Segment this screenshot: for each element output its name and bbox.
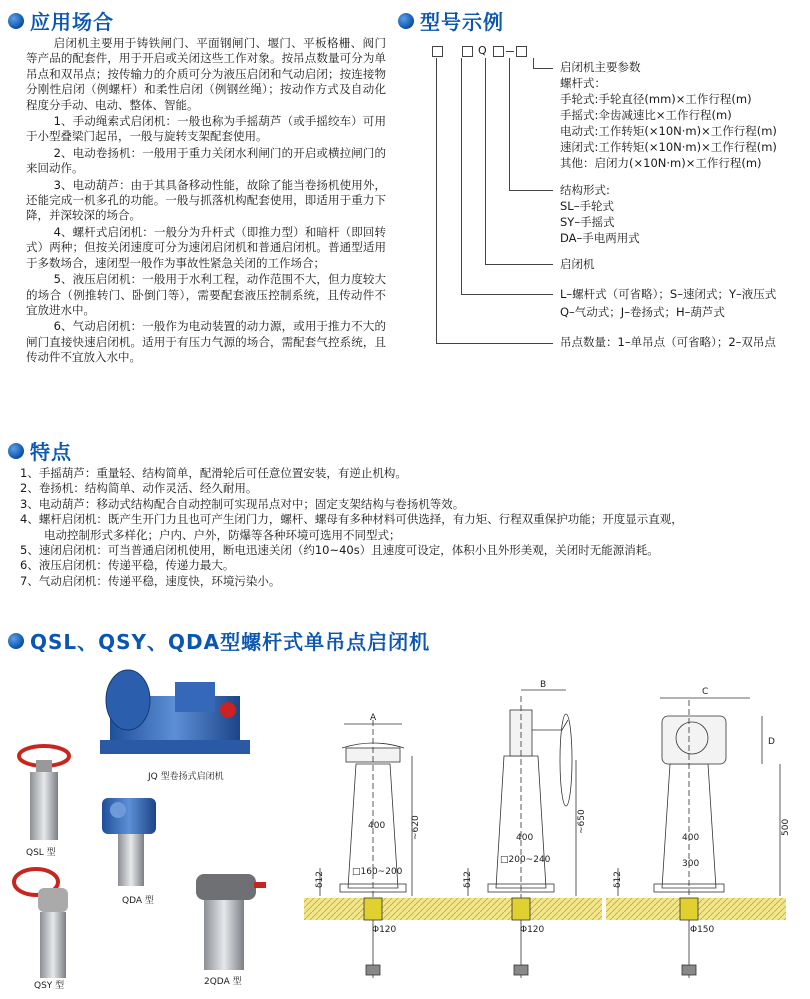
features-list <box>20 466 800 589</box>
section-title: QSL、QSY、QDA型螺杆式单吊点启闭机 <box>30 630 431 654</box>
qsl-caption: QSL 型 <box>26 848 56 858</box>
model-code-diagram <box>426 36 806 356</box>
bullet-dot-icon <box>8 633 24 649</box>
usage-paragraph: 4、螺杆式启闭机：一般分为升杆式（即推力型）和暗杆（即回转式）两种；但按关闭速度可分为速闭启闭机和普通启闭机。普通型适用于多数场合，速闭型一般作为事故性紧急关闭的工作场合； <box>26 224 386 270</box>
machine-label: 启闭机 <box>560 257 595 271</box>
screw-title: 螺杆式： <box>560 76 606 90</box>
leader-line <box>485 264 553 265</box>
feature-item: 3、电动葫芦：移动式结构配合自动控制可实现吊点对中；固定支架结构与卷扬机等效。 <box>20 496 465 511</box>
qda-caption: QDA 型 <box>122 896 154 906</box>
struct-title: 结构形式: <box>560 183 610 197</box>
dim-flange: □160~200 <box>352 867 403 877</box>
section-product-heading <box>8 626 430 655</box>
type-line: Q–气动式；J–卷扬式；H–葫芦式 <box>560 305 725 319</box>
leader-line <box>436 58 437 344</box>
2qda-photo <box>196 874 266 970</box>
feature-item: 2、卷扬机：结构简单、动作灵活、经久耐用。 <box>20 481 258 496</box>
struct-item: SL–手轮式 <box>560 199 614 213</box>
usage-paragraph: 5、液压启闭机：一般用于水利工程，动作范围不大，但力度较大的场合（例推转门、卧倒门等），需要配套液压控制系统，且传动件不宜放进水中。 <box>26 272 386 317</box>
dim-height: ~650 <box>577 809 587 834</box>
param-item: 速闭式:工作转矩(×10N·m)×工作行程(m) <box>560 140 777 154</box>
leader-line <box>461 294 553 295</box>
code-box <box>516 46 527 57</box>
bullet-dot-icon <box>8 443 24 459</box>
qsy-photo <box>14 869 68 978</box>
dim-base: 400 <box>682 833 700 843</box>
param-item: 电动式:工作转矩(×10N·m)×工作行程(m) <box>560 124 777 138</box>
feature-item: 7、气动启闭机：传递平稳，速度快，环境污染小。 <box>20 573 281 588</box>
usage-paragraph: 3、电动葫芦：由于其具备移动性能，故除了能当卷扬机使用外，还能完成一机多孔的功能。一般与抓落机构配套使用，即适用于重力下降，并深较深的场合。 <box>26 177 386 223</box>
section-features-heading <box>8 436 72 465</box>
product-photos <box>0 660 300 999</box>
dim-c: C <box>702 687 709 697</box>
usage-paragraph: 启闭机主要用于铸铁闸门、平面钢闸门、堰门、平板格栅、阀门等产品的配套件，用于开启或关闭这些工作对象。按吊点数量可分为单吊点和双吊点；按传输力的介质可分为液压启闭和气动启闭；按连接物分刚性启闭（例螺杆）和柔性启闭（例钢丝绳）；按动作方式及自动化程度分手动、电动、整体、智能。 <box>26 36 386 112</box>
param-item: 手轮式:手轮直径(mm)×工作行程(m) <box>560 92 752 106</box>
dim-height: ~620 <box>411 815 421 840</box>
section-title: 应用场合 <box>30 10 114 34</box>
dim-base: 400 <box>516 833 534 843</box>
bullet-dot-icon <box>8 13 24 29</box>
code-dash <box>506 51 514 52</box>
bullet-dot-icon <box>398 13 414 29</box>
leader-line <box>533 68 553 69</box>
feature-item: 1、手摇葫芦：重量轻、结构简单，配滑轮后可任意位置安装，有逆止机构。 <box>20 466 407 480</box>
feature-item: 5、速闭启闭机：可当普通启闭机使用，断电迅速关闭（约10~40s）且速度可设定，体积小且外形美观，关闭时无能源消耗。 <box>20 543 659 558</box>
dim-b: B <box>540 680 547 690</box>
technical-drawings <box>300 660 810 999</box>
dim-thickness: δ12 <box>315 871 325 888</box>
section-usage-heading <box>8 6 114 35</box>
section-title: 型号示例 <box>420 10 504 34</box>
jq-caption: JQ 型卷扬式启闭机 <box>148 772 224 782</box>
dim-diameter: Φ120 <box>520 925 545 935</box>
dim-flange: 300 <box>682 859 700 869</box>
dim-flange: □200~240 <box>500 855 551 865</box>
dim-height: 500 <box>781 818 791 836</box>
param-item: 其他：启闭力(×10N·m)×工作行程(m) <box>560 156 762 170</box>
leader-line <box>436 343 553 344</box>
feature-item: 6、液压启闭机：传递平稳，传递力最大。 <box>20 558 235 573</box>
leader-line <box>461 58 462 294</box>
drawing-qsl <box>304 720 456 978</box>
jq-winch-photo <box>100 670 250 754</box>
dim-a: A <box>370 713 377 723</box>
dim-diameter: Φ150 <box>690 925 715 935</box>
dim-diameter: Φ120 <box>372 925 397 935</box>
usage-paragraph: 2、电动卷扬机：一般用于重力关闭水利闸门的开启或横拉闸门的来回动作。 <box>26 145 386 176</box>
leader-line <box>485 58 486 264</box>
points-line: 吊点数量：1–单吊点（可省略）；2–双吊点 <box>560 335 776 349</box>
section-title: 特点 <box>30 440 72 464</box>
section-model-heading <box>398 6 504 35</box>
code-box <box>493 46 504 57</box>
leader-line <box>509 58 510 190</box>
code-letter: Q <box>478 44 487 57</box>
dim-thickness: δ12 <box>613 871 623 888</box>
qda-photo <box>102 798 156 886</box>
qsl-photo <box>19 746 69 840</box>
feature-item: 电动控制形式多样化；户内、户外，防爆等各种环境可选用不同型式； <box>44 527 401 542</box>
usage-paragraph: 6、气动启闭机：一般作为电动装置的动力源，或用于推力不大的闸门直接快速启闭机。适用于有压力气源的场合，需配套气控系统，且传动件不宜放入水中。 <box>26 319 386 365</box>
dim-base: 400 <box>368 821 386 831</box>
type-line: L–螺杆式（可省略）；S–速闭式；Y–液压式 <box>560 287 777 301</box>
usage-text-block <box>26 36 386 367</box>
usage-paragraph: 1、手动绳索式启闭机：一般也称为手摇葫芦（或手摇绞车）可用于小型叠梁门起吊，一般与旋转支架配套使用。 <box>26 114 386 144</box>
param-item: 手摇式:伞齿减速比×工作行程(m) <box>560 108 732 122</box>
struct-item: SY–手摇式 <box>560 215 615 229</box>
code-box <box>432 46 443 57</box>
dim-d: D <box>768 737 775 747</box>
leader-line <box>509 190 553 191</box>
2qda-caption: 2QDA 型 <box>204 977 242 987</box>
code-box <box>462 46 473 57</box>
dim-thickness: δ12 <box>463 871 473 888</box>
qsy-caption: QSY 型 <box>34 981 65 991</box>
struct-item: DA–手电两用式 <box>560 231 640 245</box>
feature-item: 4、螺杆启闭机：既产生开门力且也可产生闭门力，螺杆、螺母有多种材料可供选择，有力矩、行程双重保护功能；开度显示直观， <box>20 512 683 527</box>
param-title: 启闭机主要参数 <box>560 60 641 74</box>
